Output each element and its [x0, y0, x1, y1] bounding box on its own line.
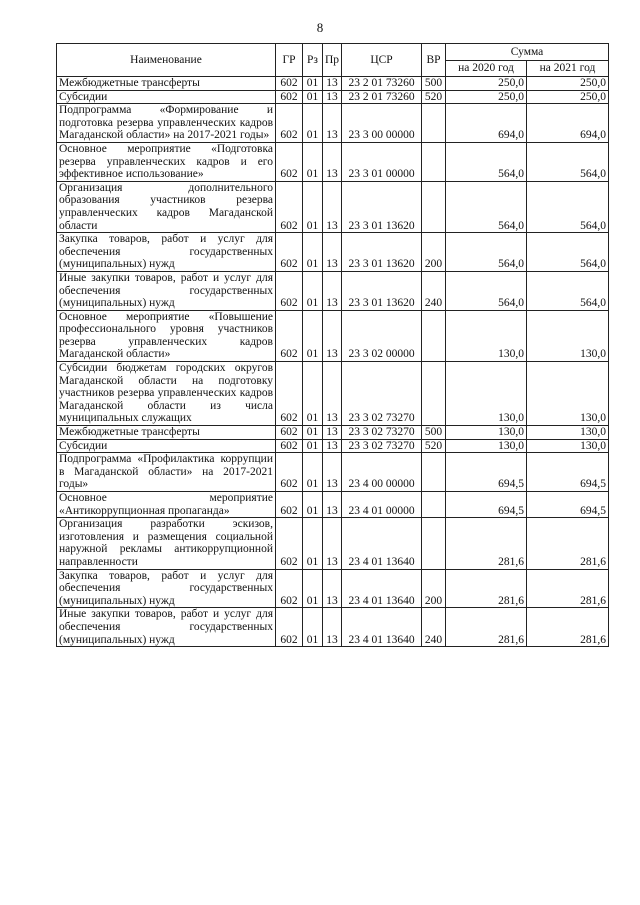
cell-gr: 602: [276, 569, 303, 608]
cell-y2021: 694,5: [527, 492, 609, 518]
cell-gr: 602: [276, 518, 303, 569]
cell-gr: 602: [276, 233, 303, 272]
cell-vr: [422, 492, 446, 518]
cell-rz: 01: [303, 362, 323, 426]
cell-gr: 602: [276, 271, 303, 310]
cell-y2020: 694,5: [446, 453, 527, 492]
table-row: [57, 362, 609, 426]
cell-y2020: 130,0: [446, 310, 527, 361]
cell-gr: 602: [276, 453, 303, 492]
cell-pr: 13: [323, 439, 342, 453]
header-sum: Сумма: [446, 44, 609, 61]
cell-vr: [422, 362, 446, 426]
cell-gr: 602: [276, 362, 303, 426]
cell-y2020: 281,6: [446, 608, 527, 647]
cell-y2020: 130,0: [446, 362, 527, 426]
cell-gr: 602: [276, 142, 303, 181]
table-row: [57, 608, 609, 647]
header-year-2020: на 2020 год: [446, 61, 527, 77]
cell-pr: 13: [323, 271, 342, 310]
cell-gr: 602: [276, 77, 303, 91]
cell-rz: 01: [303, 492, 323, 518]
cell-csr: 23 3 02 73270: [342, 439, 422, 453]
cell-name: Субсидии бюджетам городских округов Магаданской области на подготовку участников резерва управленческих кадров Магаданской области из числа муниципальных служащих: [57, 362, 276, 426]
cell-y2021: 281,6: [527, 608, 609, 647]
cell-vr: 520: [422, 90, 446, 104]
cell-y2021: 130,0: [527, 310, 609, 361]
table-row: [57, 104, 609, 143]
cell-pr: 13: [323, 310, 342, 361]
header-csr: ЦСР: [342, 44, 422, 77]
cell-rz: 01: [303, 181, 323, 232]
cell-name: Межбюджетные трансферты: [57, 426, 276, 440]
cell-name: Иные закупки товаров, работ и услуг для обеспечения государственных (муниципальных) нужд: [57, 271, 276, 310]
cell-y2020: 250,0: [446, 77, 527, 91]
cell-rz: 01: [303, 426, 323, 440]
table-row: [57, 142, 609, 181]
cell-vr: [422, 142, 446, 181]
cell-y2020: 130,0: [446, 439, 527, 453]
cell-name: Субсидии: [57, 90, 276, 104]
cell-y2020: 564,0: [446, 233, 527, 272]
cell-y2020: 130,0: [446, 426, 527, 440]
cell-pr: 13: [323, 453, 342, 492]
cell-gr: 602: [276, 310, 303, 361]
table-row: [57, 492, 609, 518]
cell-y2021: 694,5: [527, 453, 609, 492]
table-body: [57, 77, 609, 647]
cell-name: Подпрограмма «Профилактика коррупции в Магаданской области» на 2017-2021 годы»: [57, 453, 276, 492]
cell-rz: 01: [303, 104, 323, 143]
cell-gr: 602: [276, 90, 303, 104]
cell-rz: 01: [303, 439, 323, 453]
cell-vr: [422, 310, 446, 361]
cell-rz: 01: [303, 453, 323, 492]
cell-vr: 240: [422, 271, 446, 310]
header-year-2021: на 2021 год: [527, 61, 609, 77]
cell-name: Субсидии: [57, 439, 276, 453]
page-number: 8: [316, 20, 324, 35]
cell-gr: 602: [276, 181, 303, 232]
cell-gr: 602: [276, 492, 303, 518]
table-row: [57, 569, 609, 608]
cell-y2020: 564,0: [446, 271, 527, 310]
cell-y2021: 694,0: [527, 104, 609, 143]
cell-csr: 23 4 01 13640: [342, 608, 422, 647]
cell-vr: 200: [422, 569, 446, 608]
cell-pr: 13: [323, 142, 342, 181]
cell-csr: 23 2 01 73260: [342, 90, 422, 104]
table-row: [57, 453, 609, 492]
cell-csr: 23 3 02 73270: [342, 426, 422, 440]
cell-y2020: 564,0: [446, 142, 527, 181]
cell-gr: 602: [276, 426, 303, 440]
cell-pr: 13: [323, 362, 342, 426]
cell-vr: 520: [422, 439, 446, 453]
cell-name: Организация дополнительного образования участников резерва управленческих кадров Магаданской области: [57, 181, 276, 232]
cell-y2021: 130,0: [527, 439, 609, 453]
cell-name: Основное мероприятие «Подготовка резерва управленческих кадров и его эффективное использование»: [57, 142, 276, 181]
cell-vr: 500: [422, 77, 446, 91]
cell-name: Организация разработки эскизов, изготовления и размещения социальной наружной рекламы антикоррупционной направленности: [57, 518, 276, 569]
cell-pr: 13: [323, 569, 342, 608]
cell-vr: [422, 453, 446, 492]
cell-rz: 01: [303, 77, 323, 91]
cell-pr: 13: [323, 104, 342, 143]
cell-vr: [422, 518, 446, 569]
cell-csr: 23 3 01 13620: [342, 233, 422, 272]
header-rz: Рз: [303, 44, 323, 77]
cell-name: Подпрограмма «Формирование и подготовка резерва управленческих кадров Магаданской области» на 2017-2021 годы»: [57, 104, 276, 143]
table-row: [57, 233, 609, 272]
cell-csr: 23 3 01 00000: [342, 142, 422, 181]
cell-csr: 23 4 01 13640: [342, 569, 422, 608]
cell-gr: 602: [276, 439, 303, 453]
cell-csr: 23 4 01 13640: [342, 518, 422, 569]
cell-pr: 13: [323, 492, 342, 518]
table-row: [57, 518, 609, 569]
cell-y2021: 130,0: [527, 362, 609, 426]
cell-y2021: 564,0: [527, 181, 609, 232]
cell-pr: 13: [323, 181, 342, 232]
cell-csr: 23 3 02 00000: [342, 310, 422, 361]
cell-csr: 23 3 01 13620: [342, 181, 422, 232]
table-row: [57, 439, 609, 453]
cell-y2020: 250,0: [446, 90, 527, 104]
cell-rz: 01: [303, 271, 323, 310]
cell-name: Основное мероприятие «Повышение профессионального уровня участников резерва управленческих кадров Магаданской области»: [57, 310, 276, 361]
cell-y2021: 564,0: [527, 233, 609, 272]
header-vr: ВР: [422, 44, 446, 77]
cell-vr: 200: [422, 233, 446, 272]
cell-y2021: 281,6: [527, 518, 609, 569]
cell-y2021: 564,0: [527, 271, 609, 310]
budget-table: [56, 43, 609, 647]
cell-csr: 23 3 00 00000: [342, 104, 422, 143]
cell-name: Закупка товаров, работ и услуг для обеспечения государственных (муниципальных) нужд: [57, 569, 276, 608]
cell-rz: 01: [303, 518, 323, 569]
cell-pr: 13: [323, 608, 342, 647]
cell-pr: 13: [323, 77, 342, 91]
cell-pr: 13: [323, 518, 342, 569]
cell-rz: 01: [303, 569, 323, 608]
cell-y2021: 130,0: [527, 426, 609, 440]
cell-csr: 23 3 02 73270: [342, 362, 422, 426]
header-pr: Пр: [323, 44, 342, 77]
cell-pr: 13: [323, 233, 342, 272]
table-header: [57, 44, 609, 77]
header-gr: ГР: [276, 44, 303, 77]
table-row: [57, 181, 609, 232]
cell-name: Основное мероприятие «Антикоррупционная пропаганда»: [57, 492, 276, 518]
cell-vr: [422, 181, 446, 232]
header-name: Наименование: [57, 44, 276, 77]
cell-csr: 23 4 01 00000: [342, 492, 422, 518]
cell-rz: 01: [303, 608, 323, 647]
cell-y2020: 694,0: [446, 104, 527, 143]
cell-rz: 01: [303, 142, 323, 181]
cell-y2021: 250,0: [527, 77, 609, 91]
cell-y2020: 281,6: [446, 569, 527, 608]
cell-rz: 01: [303, 233, 323, 272]
cell-y2020: 281,6: [446, 518, 527, 569]
cell-rz: 01: [303, 310, 323, 361]
cell-vr: [422, 104, 446, 143]
table-row: [57, 271, 609, 310]
table-row: [57, 90, 609, 104]
cell-gr: 602: [276, 608, 303, 647]
cell-gr: 602: [276, 104, 303, 143]
cell-y2021: 564,0: [527, 142, 609, 181]
cell-pr: 13: [323, 90, 342, 104]
cell-csr: 23 3 01 13620: [342, 271, 422, 310]
cell-y2021: 250,0: [527, 90, 609, 104]
table-row: [57, 310, 609, 361]
cell-y2021: 281,6: [527, 569, 609, 608]
cell-y2020: 694,5: [446, 492, 527, 518]
cell-vr: 240: [422, 608, 446, 647]
table-row: [57, 426, 609, 440]
cell-name: Межбюджетные трансферты: [57, 77, 276, 91]
cell-rz: 01: [303, 90, 323, 104]
cell-pr: 13: [323, 426, 342, 440]
cell-name: Закупка товаров, работ и услуг для обеспечения государственных (муниципальных) нужд: [57, 233, 276, 272]
cell-csr: 23 4 00 00000: [342, 453, 422, 492]
cell-name: Иные закупки товаров, работ и услуг для обеспечения государственных (муниципальных) нужд: [57, 608, 276, 647]
cell-vr: 500: [422, 426, 446, 440]
table-row: [57, 77, 609, 91]
cell-csr: 23 2 01 73260: [342, 77, 422, 91]
cell-y2020: 564,0: [446, 181, 527, 232]
